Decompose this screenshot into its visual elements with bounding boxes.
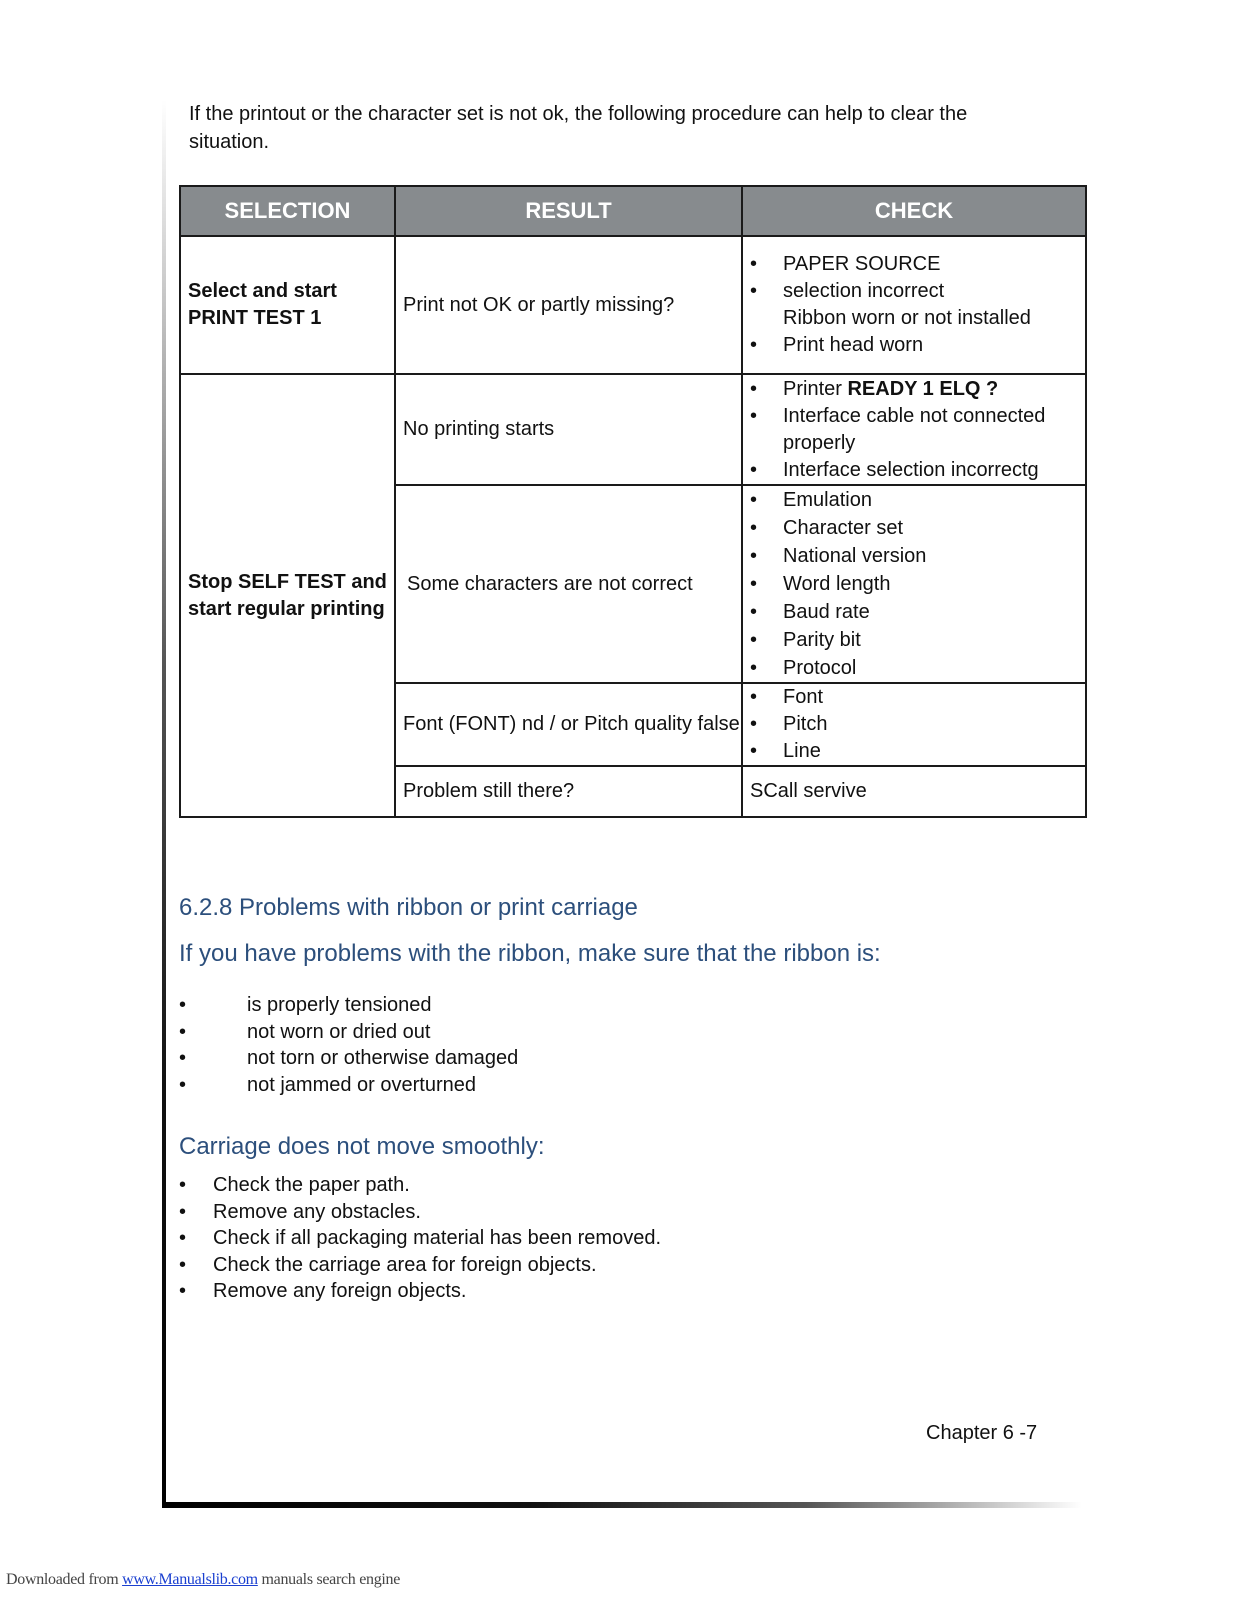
selection-text: Stop SELF TEST and start regular printing <box>188 570 387 620</box>
carriage-heading: Carriage does not move smoothly: <box>179 1133 545 1160</box>
list-item: • Protocol <box>750 654 1085 682</box>
list-item: • Emulation <box>750 486 1085 514</box>
check-cell <box>742 683 1086 766</box>
result-cell: Some characters are not correct <box>395 485 742 683</box>
selection-cell <box>180 374 395 817</box>
download-footer <box>6 1571 400 1589</box>
download-prefix: Downloaded from <box>6 1571 123 1588</box>
page-bottom-border <box>162 1502 1082 1508</box>
list-item: • Remove any obstacles. <box>179 1199 661 1226</box>
result-cell: No printing starts <box>395 374 742 485</box>
header-selection: SELECTION <box>180 186 395 236</box>
list-item <box>750 376 1085 403</box>
header-check: CHECK <box>742 186 1086 236</box>
list-item: • not jammed or overturned <box>179 1072 518 1099</box>
carriage-checklist <box>179 1172 661 1305</box>
list-item: • Print head worn <box>750 332 1085 359</box>
list-item: • selection incorrect <box>750 278 1085 305</box>
ready-status-text: READY 1 ELQ ? <box>847 377 999 400</box>
list-item: • not worn or dried out <box>179 1019 518 1046</box>
result-cell: Font (FONT) nd / or Pitch quality false <box>395 683 742 766</box>
list-item: • Interface selection incorrectg <box>750 457 1085 484</box>
list-item: • PAPER SOURCE <box>750 251 1085 278</box>
check-list <box>750 251 1085 359</box>
list-item: • Interface cable not connected properly <box>750 403 1085 457</box>
ribbon-heading: If you have problems with the ribbon, make sure that the ribbon is: <box>179 940 881 967</box>
list-item: • Remove any foreign objects. <box>179 1278 661 1305</box>
ribbon-checklist <box>179 992 518 1098</box>
list-item: • Font <box>750 684 1085 711</box>
table-row <box>180 236 1086 374</box>
troubleshooting-table <box>179 185 1087 818</box>
list-item: • Baud rate <box>750 598 1085 626</box>
section-heading: 6.2.8 Problems with ribbon or print carriage <box>179 894 638 921</box>
page-left-border <box>162 100 166 1508</box>
check-list <box>750 684 1085 765</box>
check-list <box>750 376 1085 484</box>
check-cell <box>742 485 1086 683</box>
result-cell: Print not OK or partly missing? <box>395 236 742 374</box>
table-header-row <box>180 186 1086 236</box>
check-cell: SCall servive <box>742 766 1086 817</box>
list-item: • Line <box>750 738 1085 765</box>
download-suffix: manuals search engine <box>257 1571 401 1588</box>
list-item: • Check the carriage area for foreign objects. <box>179 1252 661 1279</box>
selection-text: Select and start PRINT TEST 1 <box>188 280 337 329</box>
table-row <box>180 374 1086 485</box>
result-cell: Problem still there? <box>395 766 742 817</box>
list-item: Ribbon worn or not installed <box>783 307 1031 329</box>
intro-paragraph: If the printout or the character set is not ok, the following procedure can help to clear the situation. <box>189 103 968 153</box>
list-item: • Pitch <box>750 711 1085 738</box>
check-cell <box>742 236 1086 374</box>
list-item: • not torn or otherwise damaged <box>179 1045 518 1072</box>
list-item: • Character set <box>750 514 1085 542</box>
check-list <box>750 486 1085 682</box>
list-item: • Word length <box>750 570 1085 598</box>
list-item: • Check if all packaging material has been removed. <box>179 1225 661 1252</box>
page-number: Chapter 6 -7 <box>926 1422 1038 1444</box>
check-cell <box>742 374 1086 485</box>
selection-cell <box>180 236 395 374</box>
list-item: • is properly tensioned <box>179 992 518 1019</box>
check-prefix: Printer <box>783 377 848 400</box>
list-item: • Check the paper path. <box>179 1172 661 1199</box>
list-item: • Parity bit <box>750 626 1085 654</box>
manualslib-link[interactable]: www.Manualslib.com <box>122 1571 258 1588</box>
header-result: RESULT <box>395 186 742 236</box>
list-item: • National version <box>750 542 1085 570</box>
